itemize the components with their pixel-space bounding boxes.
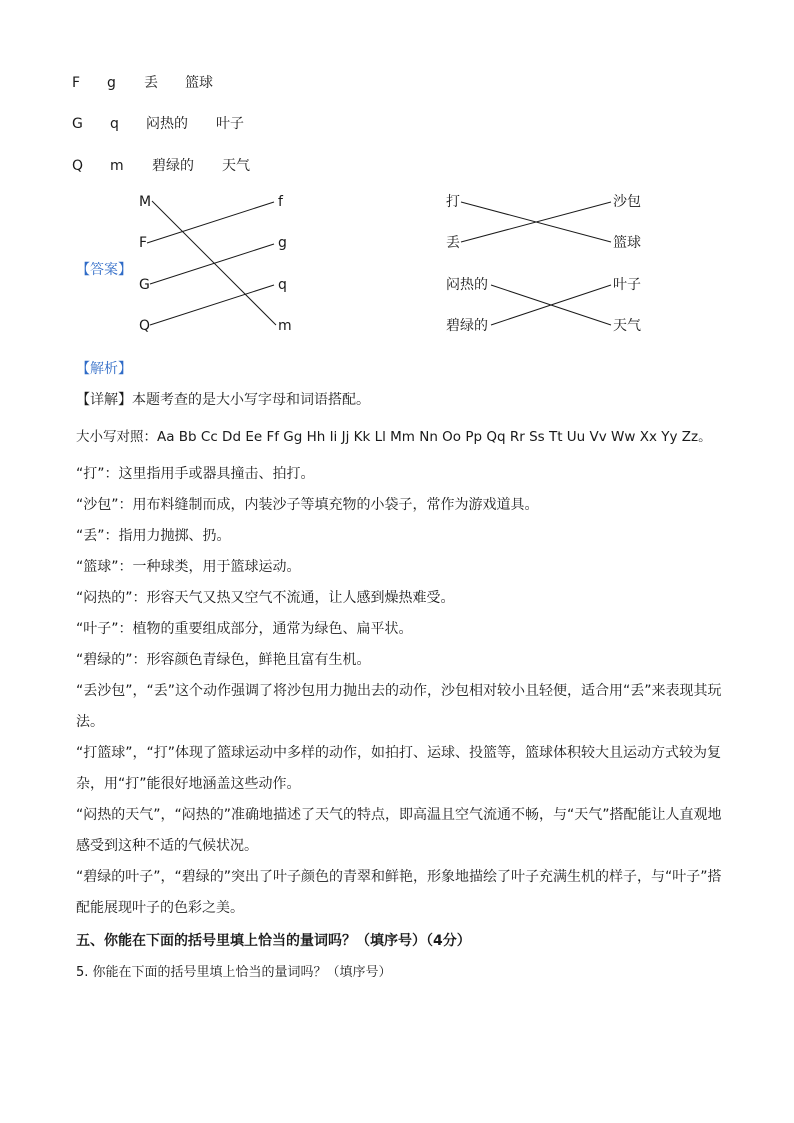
detail-text: 本题考查的是大小写字母和词语搭配。	[132, 392, 370, 408]
row3-adj: 碧绿的	[152, 158, 194, 174]
word-left-3: 闷热的	[446, 277, 488, 293]
definition-da: “打”：这里指用手或器具撞击、拍打。	[76, 466, 315, 482]
row1-lower: g	[107, 75, 116, 91]
row1-verb: 丢	[144, 75, 158, 91]
letter-right-f: f	[278, 194, 283, 210]
definition-menre: “闷热的”：形容天气又热又空气不流通，让人感到燥热难受。	[76, 590, 455, 606]
row3-upper: Q	[72, 158, 84, 174]
line-F-f	[147, 202, 274, 243]
row2-lower: q	[110, 116, 119, 132]
detail-label: 【详解】	[76, 392, 132, 408]
word-left-1: 打	[446, 194, 460, 210]
row3-lower: m	[110, 158, 124, 174]
definition-yezi: “叶子”：植物的重要组成部分，通常为绿色、扁平状。	[76, 621, 413, 637]
definition-lanqiu: “篮球”：一种球类，用于篮球运动。	[76, 559, 301, 575]
letter-pairs: 大小写对照：Aa Bb Cc Dd Ee Ff Gg Hh Ii Jj Kk Ll Mm Nn Oo Pp Qq Rr Ss Tt Uu Vv Ww Xx Yy Zz。	[76, 429, 712, 445]
letter-right-q: q	[278, 277, 287, 293]
word-right-2: 篮球	[613, 235, 641, 251]
definition-diu: “丢”：指用力抛掷、扔。	[76, 528, 231, 544]
word-left-2: 丢	[446, 235, 460, 251]
letter-right-g: g	[278, 235, 287, 251]
matching-lines	[0, 0, 794, 360]
word-right-4: 天气	[613, 318, 641, 334]
analysis-label: 【解析】	[76, 361, 132, 377]
row1-noun: 篮球	[185, 75, 213, 91]
explanation-da-lanqiu: “打篮球”，“打”体现了篮球运动中多样的动作，如拍打、运球、投篮等，篮球体积较大且运动方式较为复杂，用“打”能很好地涵盖这些动作。	[76, 745, 722, 792]
row2-noun: 叶子	[216, 116, 244, 132]
row2-upper: G	[72, 116, 83, 132]
row2-adj: 闷热的	[146, 116, 188, 132]
answer-label: 【答案】	[76, 262, 132, 278]
letter-left-Q: Q	[139, 318, 151, 334]
section-heading: 五、你能在下面的括号里填上恰当的量词吗？（填序号）（4分）	[76, 933, 471, 949]
line-G-g	[150, 244, 274, 284]
definition-bilv: “碧绿的”：形容颜色青绿色，鲜艳且富有生机。	[76, 652, 371, 668]
letter-left-F: F	[139, 235, 148, 251]
letter-left-M: M	[139, 194, 152, 210]
word-right-3: 叶子	[613, 277, 641, 293]
detail-line	[76, 391, 370, 409]
letter-right-m: m	[278, 318, 292, 334]
explanation-diu-shabao: “丢沙包”，“丢”这个动作强调了将沙包用力抛出去的动作，沙包相对较小且轻便，适合用“丢”来表现其玩法。	[76, 683, 722, 730]
question-5: 5. 你能在下面的括号里填上恰当的量词吗？（填序号）	[76, 965, 392, 980]
word-left-4: 碧绿的	[446, 318, 488, 334]
explanation-bilv-yezi: “碧绿的叶子”，“碧绿的”突出了叶子颜色的青翠和鲜艳，形象地描绘了叶子充满生机的样子，与“叶子”搭配能展现叶子的色彩之美。	[76, 869, 722, 916]
explanation-menre-tianqi: “闷热的天气”，“闷热的”准确地描述了天气的特点，即高温且空气流通不畅，与“天气”搭配能让人直观地感受到这种不适的气候状况。	[76, 807, 722, 854]
row3-noun: 天气	[222, 158, 250, 174]
definition-shabao: “沙包”：用布料缝制而成，内装沙子等填充物的小袋子，常作为游戏道具。	[76, 497, 539, 513]
letter-left-G: G	[139, 277, 150, 293]
row1-upper: F	[72, 75, 81, 91]
word-right-1: 沙包	[613, 194, 641, 210]
